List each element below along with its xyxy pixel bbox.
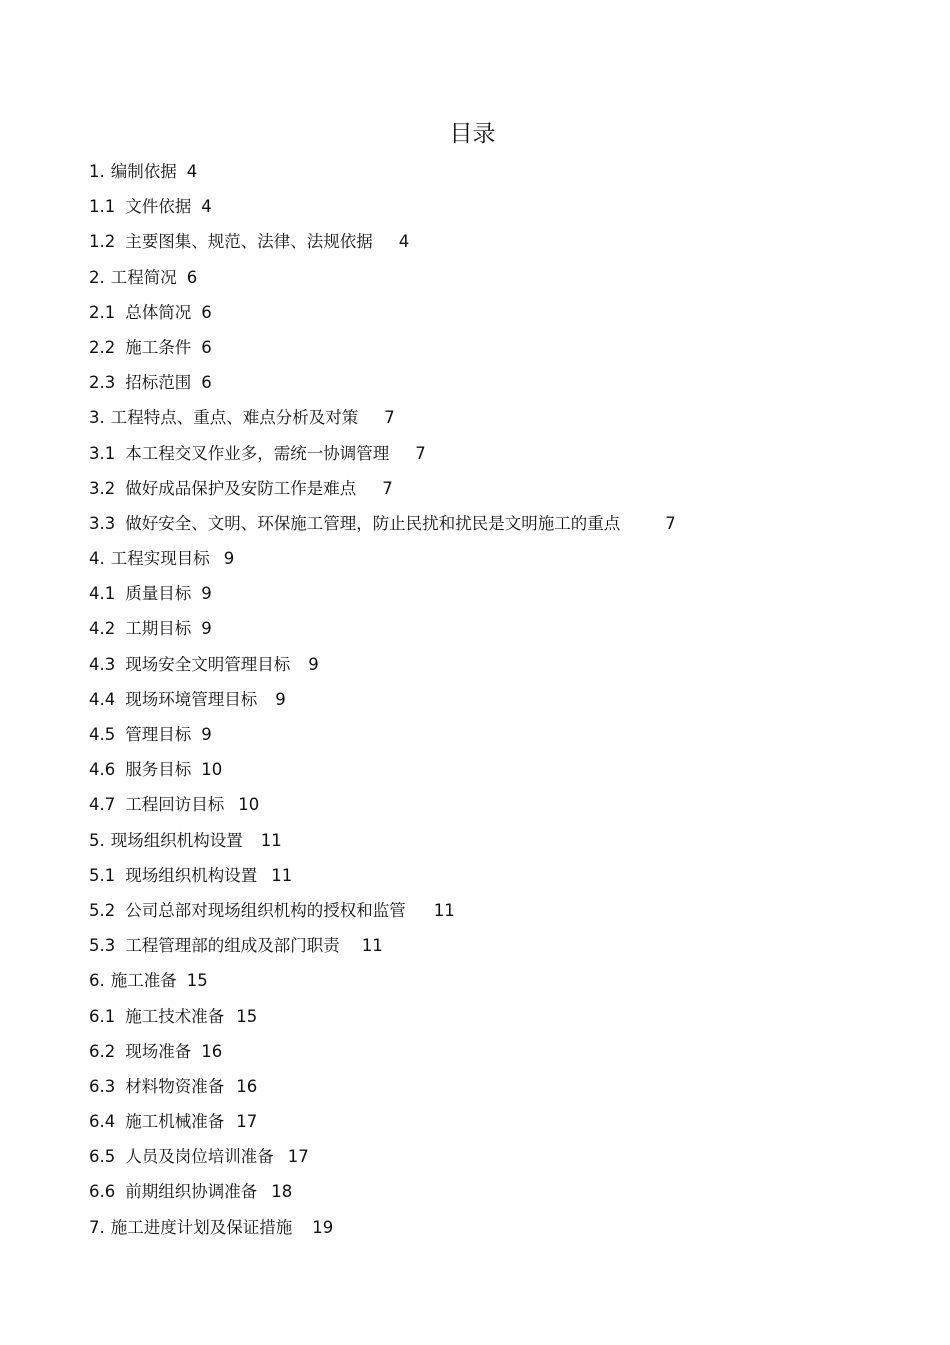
toc-entry-label: 工程实现目标 [110,549,210,569]
toc-entry[interactable] [89,476,889,511]
toc-entry-number: 3. [89,408,105,428]
toc-entry-label: 施工机械准备 [125,1112,225,1132]
toc-entry-label: 工程简况 [110,267,177,287]
toc-entry[interactable] [89,1039,889,1074]
toc-entry[interactable] [89,616,889,651]
toc-entry-number: 1. [89,162,105,181]
toc-entry[interactable] [89,441,889,476]
toc-entry-number: 6.2 [89,1041,116,1061]
toc-entry-number: 6.4 [89,1112,116,1132]
toc-entry[interactable] [89,511,889,546]
toc-entry[interactable] [89,581,889,616]
toc-entry-page-number: 9 [201,619,212,639]
toc-entry-number: 4.4 [89,689,116,709]
toc-entry[interactable] [89,370,889,405]
toc-entry-number: 6. [89,971,105,991]
toc-entry-number: 4.6 [89,760,116,780]
toc-entry-page-number: 11 [271,865,293,885]
toc-entry[interactable] [89,898,889,933]
toc-list [89,159,889,1250]
toc-entry-label: 工期目标 [125,619,192,639]
toc-entry-page-number: 6 [201,373,212,393]
toc-entry-page-number: 15 [186,971,208,991]
toc-entry-page-number: 4 [398,232,410,252]
toc-entry[interactable] [89,300,889,335]
toc-entry-label: 施工进度计划及保证措施 [110,1217,293,1237]
toc-entry[interactable] [89,1179,889,1214]
toc-entry-number: 6.3 [89,1076,116,1096]
toc-entry[interactable] [89,652,889,687]
toc-entry-page-number: 17 [236,1112,258,1132]
toc-entry[interactable] [89,933,889,968]
toc-entry-label: 质量目标 [125,584,192,604]
toc-entry[interactable] [89,968,889,1003]
toc-entry-number: 5.2 [89,900,116,920]
toc-entry-number: 7. [89,1217,105,1237]
toc-entry-page-number: 11 [433,900,455,920]
toc-entry-number: 3.3 [89,513,116,533]
toc-entry-label: 公司总部对现场组织机构的授权和监管 [125,900,406,920]
toc-entry-label: 施工准备 [110,971,177,991]
toc-entry-label: 人员及岗位培训准备 [125,1147,274,1167]
toc-entry-page-number: 9 [201,725,212,744]
toc-entry-page-number: 6 [201,302,212,322]
toc-entry-page-number: 18 [271,1182,293,1202]
toc-entry-number: 2.3 [89,373,116,393]
toc-entry[interactable] [89,722,889,757]
toc-entry-label: 现场准备 [125,1041,192,1061]
toc-entry-page-number: 17 [287,1147,309,1167]
toc-entry-number: 4.7 [89,795,116,815]
toc-entry[interactable] [89,828,889,863]
toc-entry[interactable] [89,1109,889,1144]
toc-entry-number: 2.1 [89,302,116,322]
toc-entry[interactable] [89,1144,889,1179]
toc-entry-label: 本工程交叉作业多，需统一协调管理 [125,443,390,463]
toc-entry-number: 3.1 [89,443,116,463]
toc-entry[interactable] [89,792,889,827]
toc-entry-number: 6.6 [89,1182,116,1202]
toc-entry-page-number: 16 [236,1076,258,1096]
toc-entry-label: 主要图集、规范、法律、法规依据 [125,232,373,252]
toc-entry-number: 4.1 [89,584,116,604]
toc-entry-number: 1.2 [89,232,116,252]
toc-entry-number: 5.3 [89,936,116,956]
toc-entry-label: 编制依据 [110,162,177,181]
toc-entry-label: 施工条件 [125,337,192,357]
toc-entry-label: 文件依据 [125,197,192,217]
toc-entry[interactable] [89,159,889,194]
toc-entry[interactable] [89,863,889,898]
toc-entry[interactable] [89,194,889,229]
toc-entry-page-number: 19 [312,1217,334,1237]
toc-entry-number: 6.1 [89,1006,116,1026]
toc-entry-number: 5.1 [89,865,116,885]
toc-entry-page-number: 11 [361,936,383,956]
toc-entry-number: 4.5 [89,725,116,744]
toc-entry-label: 做好成品保护及安防工作是难点 [125,478,357,498]
toc-entry-label: 服务目标 [125,760,192,780]
toc-entry-label: 工程特点、重点、难点分析及对策 [110,408,359,428]
toc-entry[interactable] [89,405,889,440]
toc-entry-page-number: 4 [201,197,212,217]
toc-entry-label: 材料物资准备 [125,1076,225,1096]
toc-entry-page-number: 7 [384,408,395,428]
toc-entry-page-number: 4 [186,162,198,181]
toc-entry-page-number: 7 [415,443,426,463]
toc-entry-number: 4.3 [89,654,116,674]
toc-entry[interactable] [89,335,889,370]
toc-entry-label: 施工技术准备 [125,1006,225,1026]
toc-entry[interactable] [89,687,889,722]
toc-entry[interactable] [89,229,889,264]
toc-entry-label: 现场组织机构设置 [125,865,258,885]
toc-entry-label: 总体简况 [125,302,192,322]
toc-entry-number: 4.2 [89,619,116,639]
toc-entry[interactable] [89,1004,889,1039]
toc-entry-label: 现场环境管理目标 [125,689,258,709]
toc-entry-number: 3.2 [89,478,116,498]
toc-entry-label: 现场安全文明管理目标 [125,654,291,674]
toc-entry-page-number: 6 [186,267,198,287]
toc-entry-page-number: 9 [275,689,286,709]
toc-entry[interactable] [89,1215,889,1250]
toc-entry-page-number: 9 [201,584,212,604]
toc-entry[interactable] [89,757,889,792]
toc-entry-page-number: 10 [201,760,223,780]
toc-entry-label: 工程回访目标 [125,795,225,815]
toc-entry[interactable] [89,265,889,300]
toc-entry-label: 工程管理部的组成及部门职责 [125,936,340,956]
toc-entry-label: 管理目标 [125,725,192,744]
toc-entry-page-number: 16 [201,1041,223,1061]
toc-entry-number: 2.2 [89,337,116,357]
toc-title: 目录 [449,121,496,147]
toc-entry-page-number: 15 [236,1006,258,1026]
toc-entry-page-number: 10 [238,795,260,815]
toc-entry[interactable] [89,546,889,581]
toc-entry-label: 招标范围 [125,373,192,393]
toc-entry-page-number: 6 [201,337,212,357]
toc-entry-number: 1.1 [89,197,116,217]
toc-entry-page-number: 9 [223,549,235,569]
toc-entry-number: 2. [89,267,105,287]
toc-entry-number: 4. [89,549,105,569]
toc-entry-number: 5. [89,830,105,850]
toc-entry-page-number: 7 [382,478,393,498]
toc-entry-page-number: 9 [308,654,319,674]
toc-entry-page-number: 11 [260,830,282,850]
toc-entry[interactable] [89,1074,889,1109]
toc-entry-label: 前期组织协调准备 [125,1182,258,1202]
toc-entry-label: 现场组织机构设置 [110,830,243,850]
toc-entry-number: 6.5 [89,1147,116,1167]
toc-entry-label: 做好安全、文明、环保施工管理，防止民扰和扰民是文明施工的重点 [125,513,621,533]
toc-entry-page-number: 7 [665,513,676,533]
